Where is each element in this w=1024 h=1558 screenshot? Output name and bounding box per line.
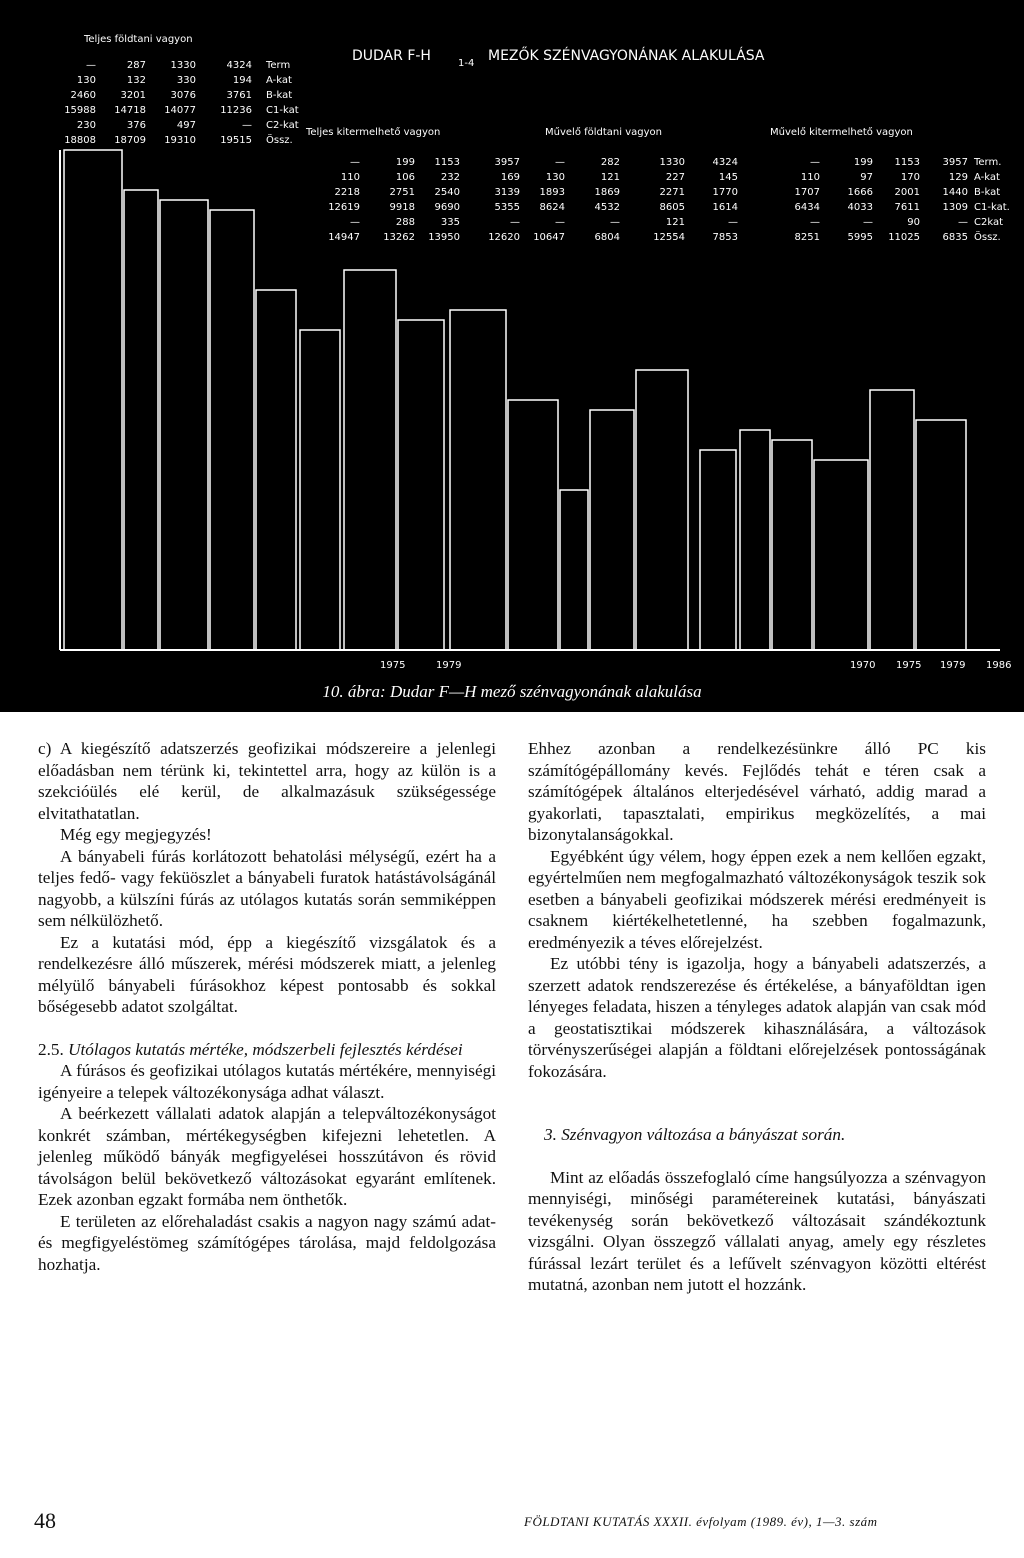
table2-cell: 288 — [395, 217, 415, 228]
figure-chart — [0, 0, 1024, 710]
table3-cell: 8605 — [659, 202, 685, 213]
table3-cell: — — [610, 217, 620, 228]
table4-cell: — — [810, 157, 820, 168]
section-label: Teljes kitermelhető vagyon — [306, 127, 441, 138]
table3-cell: 121 — [665, 217, 685, 228]
table3-cell: 1330 — [659, 157, 685, 168]
left2-paragraph-2: E területen az előrehaladást csakis a nagyon nagy számú adat- és megfigyeléstömeg számítógépes tárolása, majd feldolgozása hozhatja. — [38, 1211, 496, 1274]
section-heading-3: 3. Szénvagyon változása a bányászat során. — [544, 1125, 846, 1144]
table4-cell: 7611 — [894, 202, 920, 213]
table1-cell: 130 — [76, 75, 96, 86]
table1-cell: 19310 — [164, 135, 196, 146]
table4-cell: 170 — [900, 172, 920, 183]
table2-cell: — — [350, 217, 360, 228]
journal-footer: FÖLDTANI KUTATÁS XXXII. évfolyam (1989. év), 1—3. szám — [524, 1514, 878, 1529]
table3-cell: 1614 — [712, 202, 738, 213]
table1-cell: 2460 — [70, 90, 96, 101]
table2-cell: 13262 — [383, 232, 415, 243]
table1-cell: 14718 — [114, 105, 146, 116]
table4-cell: 1309 — [942, 202, 968, 213]
table4-cell: 1153 — [894, 157, 920, 168]
left2-paragraph-0: A fúrásos és geofizikai utólagos kutatás mértékére, mennyiségi igényeire a telepek változékonysága adhat választ. — [38, 1061, 496, 1102]
table3-cell: — — [555, 217, 565, 228]
table1-cell: A-kat — [266, 75, 292, 86]
table3-cell: 1869 — [594, 187, 620, 198]
table4-cell: 1707 — [794, 187, 820, 198]
table4-cell: C1-kat. — [974, 202, 1010, 213]
section-heading-2-5: 2.5. Utólagos kutatás mértéke, módszerbeli fejlesztés kérdései — [38, 1039, 463, 1059]
table3-cell: 145 — [718, 172, 738, 183]
table3-cell: 282 — [600, 157, 620, 168]
table2-cell: 232 — [440, 172, 460, 183]
table4-cell: 2001 — [894, 187, 920, 198]
table4-cell: 11025 — [888, 232, 920, 243]
table3-cell: 1893 — [539, 187, 565, 198]
table1-cell: 3761 — [226, 90, 252, 101]
right-paragraph-1: Egyébként úgy vélem, hogy éppen ezek a nem kellően egzakt, egyértelműen nem megfogalmazható változékonyságok teszik sok esetben a bányabeli geofizikai módszerek mérési eredményeit is csaknem kiértékelhetetlenné, ha szebben fogalmazunk, eredményezik a téves előrejelzést. — [528, 846, 986, 952]
table2-cell: 3957 — [494, 157, 520, 168]
table3-cell: 6804 — [594, 232, 620, 243]
table2-cell: 12619 — [328, 202, 360, 213]
figure-caption: 10. ábra: Dudar F—H mező szénvagyonának alakulása — [0, 680, 1024, 712]
year-label: 1970 — [850, 660, 876, 671]
table3-cell: 4532 — [594, 202, 620, 213]
table2-cell: 169 — [500, 172, 520, 183]
table4-cell: 1440 — [942, 187, 968, 198]
table2-cell: 12620 — [488, 232, 520, 243]
year-label: 1979 — [436, 660, 462, 671]
table4-cell: Össz. — [974, 232, 1001, 243]
table2-cell: — — [350, 157, 360, 168]
right-paragraph-2: Ez utóbbi tény is igazolja, hogy a bányabeli adatszerzés, a szerzett adatok rendszerezése és értékelése, a bányaföldtan igen lényeges feladata, hiszen a tényleges adatok alapján van csak mód a geostatisztikai módszerek kihasználására, a változások törvényszerűségei alapján a földtani előrejelzések pontosságának fokozására. — [528, 954, 986, 1081]
table3-cell: 227 — [665, 172, 685, 183]
table4-cell: Term. — [974, 157, 1002, 168]
table1-header: Teljes földtani vagyon — [84, 34, 193, 45]
table1-cell: — — [86, 60, 96, 71]
table1-cell: 330 — [176, 75, 196, 86]
year-label: 1979 — [940, 660, 966, 671]
left2-paragraph-1: A beérkezett vállalati adatok alapján a telepváltozékonyságot konkrét számban, mértékegységben kifejezni lehetetlen. A jelenleg működő bányák megfigyelései hosszútávon és rövid távolságon belül bekövetkező változásokat egyaránt említenek. Ezek azonban egzakt formába nem önthetők. — [38, 1104, 496, 1209]
table2-cell: 2751 — [389, 187, 415, 198]
table1-cell: 15988 — [64, 105, 96, 116]
table2-cell: — — [510, 217, 520, 228]
table1-cell: 4324 — [226, 60, 252, 71]
table1-cell: 287 — [126, 60, 146, 71]
table4-cell: 8251 — [794, 232, 820, 243]
table1-cell: 230 — [76, 120, 96, 131]
table2-cell: 1153 — [434, 157, 460, 168]
table4-cell: 4033 — [847, 202, 873, 213]
table4-cell: — — [810, 217, 820, 228]
table3-cell: 12554 — [653, 232, 685, 243]
table3-cell: — — [555, 157, 565, 168]
left-paragraph-0: c) A kiegészítő adatszerzés geofizikai módszereire a jelenlegi előadásban nem térünk ki, tekintettel arra, hogy az külön is a szekcióülés elé kerül, de alkalmazásuk szükségessége elvitathatatlan. — [38, 739, 496, 823]
table4-cell: C2kat — [974, 217, 1004, 228]
table1-cell: 3076 — [170, 90, 196, 101]
table2-cell: 14947 — [328, 232, 360, 243]
figure-title: DUDAR F-H — [352, 48, 431, 64]
table3-cell: 1770 — [712, 187, 738, 198]
table2-cell: 199 — [395, 157, 415, 168]
table4-cell: 1666 — [847, 187, 873, 198]
table1-cell: 1330 — [170, 60, 196, 71]
section-label: Művelő földtani vagyon — [545, 127, 662, 138]
table1-cell: C2-kat — [266, 120, 299, 131]
figure-title-subscript: 1-4 — [458, 58, 475, 69]
table4-cell: B-kat — [974, 187, 1001, 198]
table1-cell: 11236 — [220, 105, 252, 116]
table2-cell: 2218 — [334, 187, 360, 198]
table3-cell: 10647 — [533, 232, 565, 243]
table1-cell: 14077 — [164, 105, 196, 116]
table1-cell: — — [242, 120, 252, 131]
table4-cell: — — [958, 217, 968, 228]
table2-cell: 335 — [440, 217, 460, 228]
table1-cell: 18808 — [64, 135, 96, 146]
table1-cell: 376 — [126, 120, 146, 131]
page-number: 48 — [34, 1508, 56, 1533]
table2-cell: 2540 — [434, 187, 460, 198]
table4-cell: 5995 — [847, 232, 873, 243]
table2-cell: 9918 — [389, 202, 415, 213]
right-column — [528, 738, 986, 1296]
left-paragraph-2: A bányabeli fúrás korlátozott behatolási mélységű, ezért ha a teljes fedő- vagy feküöszlet a bányabeli furatok hatástávolságánál nagyobb, a külszíni fúrás az utólagos kutatás során semmiképpen sem nélkülözhető. — [38, 846, 496, 930]
table1-cell: 497 — [176, 120, 196, 131]
table3-cell: 7853 — [712, 232, 738, 243]
table4-cell: 3957 — [942, 157, 968, 168]
table2-cell: 9690 — [434, 202, 460, 213]
table2-cell: 110 — [340, 172, 360, 183]
figure-title-rest: MEZŐK SZÉNVAGYONÁNAK ALAKULÁSA — [488, 48, 765, 64]
table4-cell: 6835 — [942, 232, 968, 243]
table2-cell: 3139 — [494, 187, 520, 198]
table4-cell: 129 — [948, 172, 968, 183]
table1-cell: 194 — [232, 75, 252, 86]
table1-cell: Term — [266, 60, 291, 71]
table4-cell: — — [863, 217, 873, 228]
table1-cell: 3201 — [120, 90, 146, 101]
section-label: Művelő kitermelhető vagyon — [770, 127, 913, 138]
table3-cell: 8624 — [539, 202, 565, 213]
table1-cell: Össz. — [266, 135, 293, 146]
table3-cell: 121 — [600, 172, 620, 183]
right2-paragraph-0: Mint az előadás összefoglaló címe hangsúlyozza a szénvagyon mennyiségi, minőségi paramétereinek kutatási, bányászati tevékenység során bekövetkező változásait szándékoztunk vizsgálni. Olyan összegző vállalati anyag, amely egy részletes fúrással lezárt terület és a lefűvelt szénvagyon közötti eltérést mutatná, azonban nem jutott el hozzánk. — [528, 1167, 986, 1294]
left-paragraph-1: Még egy megjegyzés! — [60, 825, 212, 844]
table3-cell: 4324 — [712, 157, 738, 168]
table1-cell: B-kat — [266, 90, 293, 101]
table2-cell: 13950 — [428, 232, 460, 243]
table1-cell: 19515 — [220, 135, 252, 146]
table4-cell: 90 — [907, 217, 920, 228]
table4-cell: 199 — [853, 157, 873, 168]
table3-cell: 130 — [545, 172, 565, 183]
left-column — [38, 738, 496, 1275]
table3-cell: 2271 — [659, 187, 685, 198]
table1-cell: 132 — [126, 75, 146, 86]
table2-cell: 5355 — [494, 202, 520, 213]
table2-cell: 106 — [395, 172, 415, 183]
year-label: 1975 — [896, 660, 922, 671]
year-label: 1975 — [380, 660, 406, 671]
table3-cell: — — [728, 217, 738, 228]
right-paragraph-0: Ehhez azonban a rendelkezésünkre álló PC kis számítógépállomány kevés. Fejlődés tehát e téren csak a számítógépek általános elterjedésével várható, addig marad a gyakorlati, tapasztalati, empirikus megközelítés, a mai bizonytalanságokkal. — [528, 739, 986, 844]
table1-cell: 18709 — [114, 135, 146, 146]
left-paragraph-3: Ez a kutatási mód, épp a kiegészítő vizsgálatok és a rendelkezésre álló műszerek, mérési módszerek miatt, a jelenleg mélyülő bányabeli fúrásokhoz képest pontosabb és sokkal bőségesebb adatot szolgáltat. — [38, 932, 496, 1016]
table4-cell: A-kat — [974, 172, 1000, 183]
table1-cell: C1-kat — [266, 105, 299, 116]
table4-cell: 97 — [860, 172, 873, 183]
table4-cell: 110 — [800, 172, 820, 183]
figure-svg — [0, 0, 1024, 680]
year-label: 1986 — [986, 660, 1012, 671]
table4-cell: 6434 — [794, 202, 820, 213]
